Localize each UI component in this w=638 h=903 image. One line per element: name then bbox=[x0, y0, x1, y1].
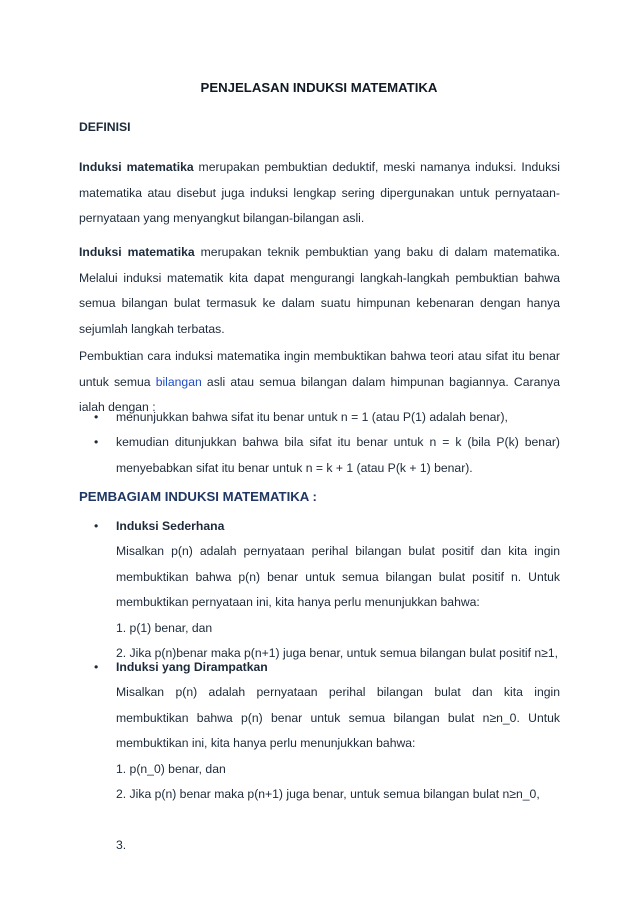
bullet-icon: • bbox=[94, 660, 99, 674]
step-2: 2. Jika p(n)benar maka p(n+1) juga benar, untuk semua bilangan bulat positif n≥1, bbox=[116, 646, 558, 660]
section-text: Misalkan p(n) adalah pernyataan perihal bilangan bulat positif dan kita ingin membuktikan bahwa p(n) benar untuk semua bilangan bulat positif n. Untuk membuktikan pernyataan ini, kita hanya perlu menunjukkan bahwa: bbox=[116, 544, 560, 609]
bullet-icon: • bbox=[94, 519, 99, 533]
list-item-text: menunjukkan bahwa sifat itu benar untuk n = 1 (atau P(1) adalah benar), bbox=[116, 410, 508, 424]
list-item bbox=[94, 405, 560, 431]
section-induksi-sederhana bbox=[94, 514, 560, 667]
list-item bbox=[94, 430, 560, 481]
bilangan-link[interactable]: bilangan bbox=[155, 374, 202, 389]
paragraph-definisi-2 bbox=[79, 240, 560, 342]
step-2: 2. Jika p(n) benar maka p(n+1) juga benar, untuk semua bilangan bulat n≥n_0, bbox=[116, 787, 540, 801]
step-3: 3. bbox=[116, 837, 127, 852]
list-item-text: kemudian ditunjukkan bahwa bila sifat itu benar untuk n = k (bila P(k) benar) menyebabkan sifat itu benar untuk n = k + 1 (atau P(k + 1) benar). bbox=[116, 435, 560, 475]
step-1: 1. p(n_0) benar, dan bbox=[116, 761, 226, 776]
section-heading: Induksi Sederhana bbox=[116, 519, 225, 533]
paragraph-text: asli atau semua bilangan dalam himpunan bagiannya. Caranya ialah dengan : bbox=[79, 374, 561, 414]
term-induksi-matematika: Induksi matematika bbox=[79, 245, 195, 259]
spacer bbox=[94, 808, 560, 833]
bullet-icon: • bbox=[94, 410, 99, 424]
pembagian-heading: PEMBAGIAM INDUKSI MATEMATIKA : bbox=[79, 489, 317, 504]
paragraph-definisi-1 bbox=[79, 155, 560, 232]
paragraph-text: merupakan teknik pembuktian yang baku di dalam matematika. Melalui induksi matematik kita dapat mengurangi langkah-langkah pembuktian bahwa semua bilangan bulat termasuk ke dalam suatu himpunan kebenaran dengan hanya sejumlah langkah terbatas. bbox=[79, 245, 560, 336]
paragraph-text: merupakan pembuktian deduktif, meski namanya induksi. Induksi matematika atau disebut juga induksi lengkap sering dipergunakan untuk pernyataan-pernyataan yang menyangkut bilangan-bilangan asli. bbox=[79, 160, 560, 225]
section-induksi-dirampatkan bbox=[94, 655, 560, 858]
section-heading: Induksi yang Dirampatkan bbox=[116, 660, 268, 674]
section-text: Misalkan p(n) adalah pernyataan perihal bilangan bulat dan kita ingin membuktikan bahwa p(n) benar untuk semua bilangan bulat n≥n_0. Untuk membuktikan ini, kita hanya perlu menunjukkan bahwa: bbox=[116, 685, 560, 750]
page-title: PENJELASAN INDUKSI MATEMATIKA bbox=[200, 80, 438, 95]
bullet-icon: • bbox=[94, 435, 99, 449]
definisi-heading: DEFINISI bbox=[79, 120, 131, 134]
term-induksi-matematika: Induksi matematika bbox=[79, 160, 194, 174]
step-1: 1. p(1) benar, dan bbox=[116, 620, 213, 635]
paragraph-text: Pembuktian cara induksi matematika ingin membuktikan bahwa teori atau sifat itu benar untuk semua bbox=[79, 349, 560, 389]
